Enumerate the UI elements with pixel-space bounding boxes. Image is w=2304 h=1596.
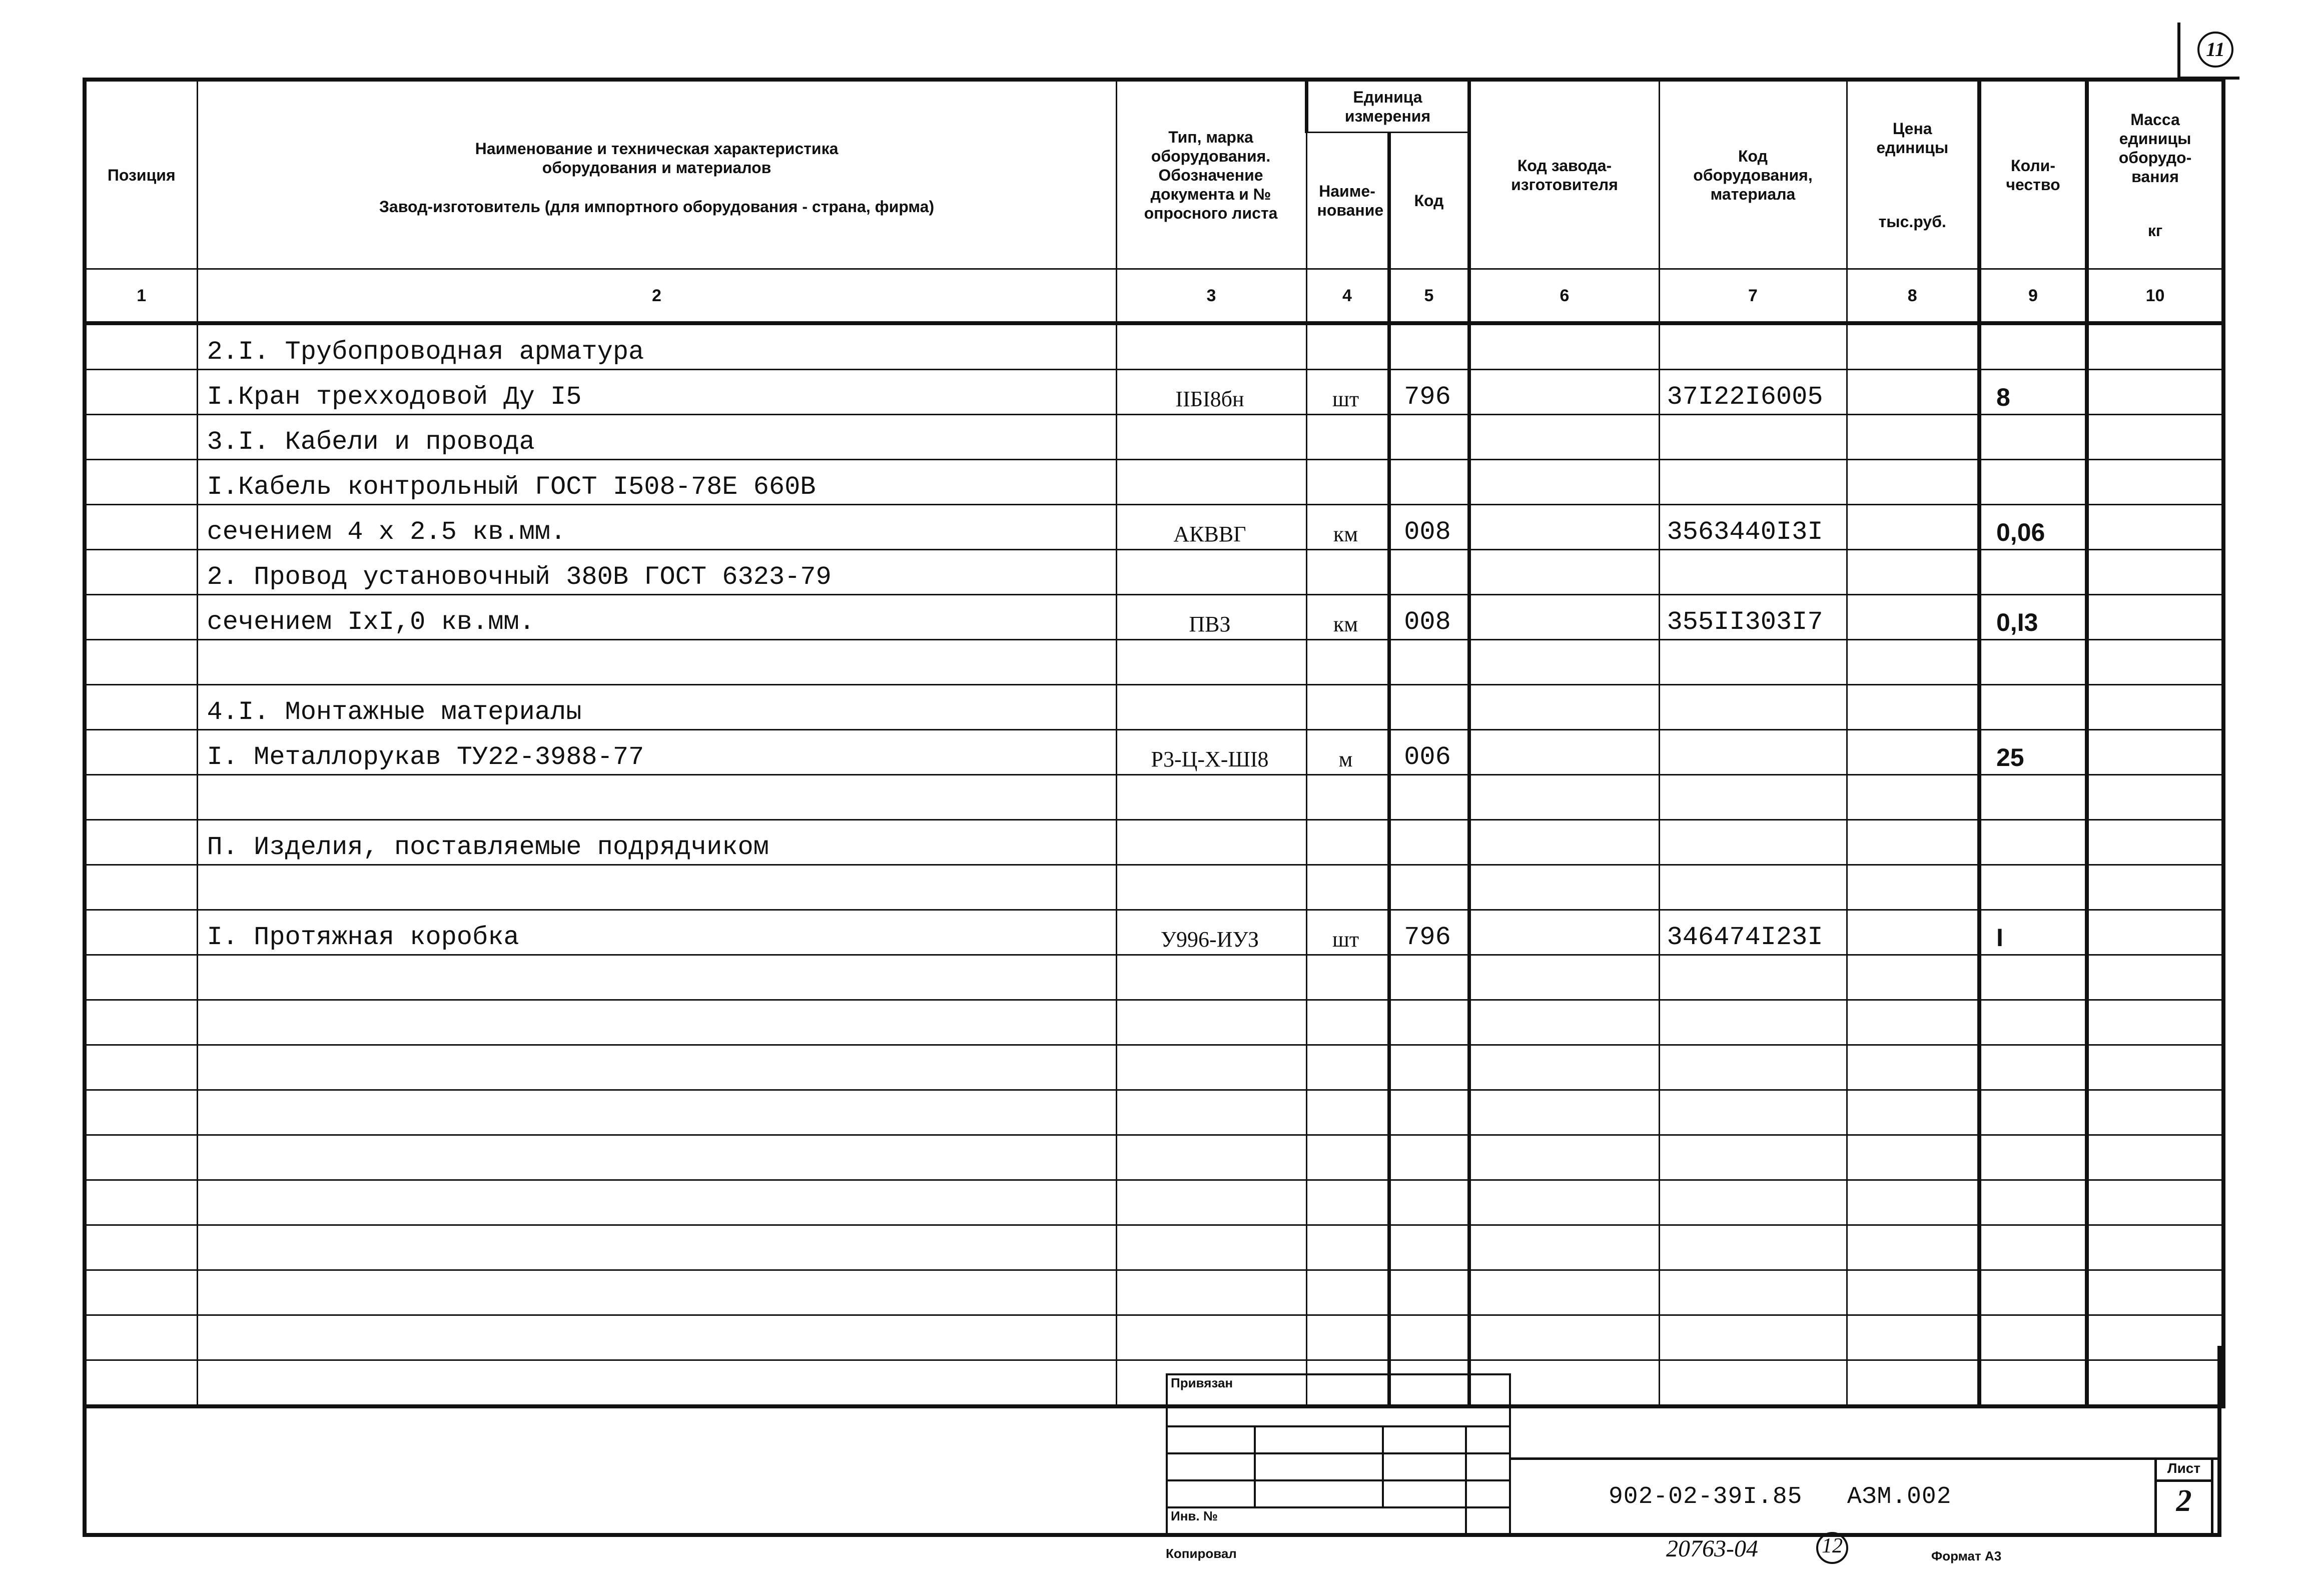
unit-cell (1306, 1090, 1389, 1135)
mass-cell (2087, 1090, 2223, 1135)
mass-cell (2087, 865, 2223, 910)
unit-code-cell: 008 (1389, 595, 1469, 640)
column-number: 8 (1847, 269, 1979, 324)
column-number: 2 (197, 269, 1116, 324)
table-row (85, 550, 2223, 595)
price-cell (1847, 370, 1979, 415)
qty-cell (1979, 955, 2087, 1000)
price-cell (1847, 1180, 1979, 1225)
header-price-label: Цена единицы (1876, 119, 1949, 157)
header-type: Тип, марка оборудования. Обозначение документа и № опросного листа (1116, 80, 1306, 269)
unit-code-cell (1389, 1000, 1469, 1045)
sheet-label: Лист (2157, 1457, 2211, 1482)
name-cell (197, 775, 1116, 820)
stamp-cell (1466, 1453, 1510, 1480)
qty-cell (1979, 865, 2087, 910)
header-name-line1: Наименование и техническая характеристика (475, 139, 839, 158)
unit-cell (1306, 865, 1389, 910)
column-number: 7 (1659, 269, 1847, 324)
price-cell (1847, 820, 1979, 865)
plant-code-cell (1469, 685, 1659, 730)
table-row (85, 1135, 2223, 1180)
name-cell: П. Изделия, поставляемые подрядчиком (197, 820, 1116, 865)
approval-stamp (1166, 1373, 1511, 1535)
table-row (85, 955, 2223, 1000)
position-cell (85, 820, 197, 865)
equipment-code-cell: 346474I23I (1659, 910, 1847, 955)
price-cell (1847, 1135, 1979, 1180)
type-cell (1116, 1270, 1306, 1315)
header-equipment-code: Код оборудования, материала (1659, 80, 1847, 269)
name-cell: 4.I. Монтажные материалы (197, 685, 1116, 730)
unit-code-cell (1389, 820, 1469, 865)
position-cell (85, 955, 197, 1000)
position-cell (85, 865, 197, 910)
stamp-cell (1167, 1426, 1255, 1453)
archive-number: 20763-04 (1666, 1535, 1758, 1562)
price-cell (1847, 505, 1979, 550)
stamp-cell (1255, 1426, 1383, 1453)
unit-code-cell (1389, 775, 1469, 820)
plant-code-cell (1469, 1000, 1659, 1045)
mass-cell (2087, 1180, 2223, 1225)
header-price-unit: тыс.руб. (1878, 212, 1946, 231)
position-cell (85, 1135, 197, 1180)
type-cell (1116, 1225, 1306, 1270)
type-cell (1116, 775, 1306, 820)
table-row (85, 595, 2223, 640)
unit-cell (1306, 775, 1389, 820)
name-cell (197, 865, 1116, 910)
type-cell (1116, 820, 1306, 865)
position-cell (85, 370, 197, 415)
column-number: 9 (1979, 269, 2087, 324)
plant-code-cell (1469, 730, 1659, 775)
equipment-code-cell (1659, 685, 1847, 730)
type-cell: АКВВГ (1116, 505, 1306, 550)
plant-code-cell (1469, 820, 1659, 865)
position-cell (85, 550, 197, 595)
type-cell (1116, 1045, 1306, 1090)
plant-code-cell (1469, 1225, 1659, 1270)
name-cell (197, 1270, 1116, 1315)
price-cell (1847, 1225, 1979, 1270)
position-cell (85, 595, 197, 640)
header-mass (2087, 80, 2223, 269)
table-row (85, 460, 2223, 505)
equipment-code-cell (1659, 865, 1847, 910)
table-row (85, 1180, 2223, 1225)
position-cell (85, 323, 197, 370)
position-cell (85, 1045, 197, 1090)
header-position: Позиция (85, 80, 197, 269)
qty-cell (1979, 1090, 2087, 1135)
position-cell (85, 1000, 197, 1045)
table-row (85, 415, 2223, 460)
qty-cell: 8 (1979, 370, 2087, 415)
equipment-code-cell (1659, 775, 1847, 820)
stamp-applied: Привязан (1167, 1374, 1510, 1426)
equipment-code-cell (1659, 1270, 1847, 1315)
equipment-code-cell (1659, 415, 1847, 460)
mass-cell (2087, 1270, 2223, 1315)
type-cell (1116, 1090, 1306, 1135)
qty-cell (1979, 1000, 2087, 1045)
table-row (85, 820, 2223, 865)
price-cell (1847, 460, 1979, 505)
qty-cell (1979, 1225, 2087, 1270)
position-cell (85, 415, 197, 460)
qty-cell: 0,I3 (1979, 595, 2087, 640)
unit-code-cell (1389, 640, 1469, 685)
stamp-cell (1466, 1480, 1510, 1507)
name-cell: сечением 4 x 2.5 кв.мм. (197, 505, 1116, 550)
unit-cell (1306, 820, 1389, 865)
price-cell (1847, 1000, 1979, 1045)
header-name-line2: оборудования и материалов (542, 158, 772, 177)
unit-cell (1306, 323, 1389, 370)
price-cell (1847, 865, 1979, 910)
name-cell (197, 1045, 1116, 1090)
copied-label: Копировал (1166, 1546, 1237, 1561)
unit-code-cell: 008 (1389, 505, 1469, 550)
table-row (85, 505, 2223, 550)
header-unit-group: Единица измерения (1306, 80, 1469, 133)
unit-cell (1306, 1135, 1389, 1180)
qty-cell (1979, 460, 2087, 505)
table-row (85, 775, 2223, 820)
type-cell (1116, 685, 1306, 730)
unit-cell (1306, 1000, 1389, 1045)
equipment-code-cell (1659, 640, 1847, 685)
name-cell: сечением IxI,0 кв.мм. (197, 595, 1116, 640)
type-cell: У996-ИУЗ (1116, 910, 1306, 955)
type-cell (1116, 323, 1306, 370)
unit-code-cell (1389, 1225, 1469, 1270)
position-cell (85, 910, 197, 955)
position-cell (85, 505, 197, 550)
name-cell: I. Протяжная коробка (197, 910, 1116, 955)
column-number: 10 (2087, 269, 2223, 324)
sheet-box (2154, 1457, 2213, 1537)
mass-cell (2087, 595, 2223, 640)
equipment-code-cell (1659, 1180, 1847, 1225)
plant-code-cell (1469, 640, 1659, 685)
price-cell (1847, 1045, 1979, 1090)
unit-code-cell (1389, 550, 1469, 595)
stamp-cell (1167, 1453, 1255, 1480)
plant-code-cell (1469, 595, 1659, 640)
mass-cell (2087, 955, 2223, 1000)
name-cell (197, 1135, 1116, 1180)
unit-code-cell (1389, 415, 1469, 460)
qty-cell (1979, 550, 2087, 595)
equipment-code-cell (1659, 460, 1847, 505)
unit-code-cell (1389, 1090, 1469, 1135)
mass-cell (2087, 1000, 2223, 1045)
table-row (85, 640, 2223, 685)
unit-cell (1306, 415, 1389, 460)
mass-cell (2087, 685, 2223, 730)
plant-code-cell (1469, 370, 1659, 415)
type-cell (1116, 865, 1306, 910)
unit-cell (1306, 1045, 1389, 1090)
unit-code-cell (1389, 1180, 1469, 1225)
mass-cell (2087, 460, 2223, 505)
type-cell (1116, 550, 1306, 595)
plant-code-cell (1469, 1045, 1659, 1090)
stamp-cell (1255, 1453, 1383, 1480)
unit-code-cell (1389, 323, 1469, 370)
position-cell (85, 685, 197, 730)
mass-cell (2087, 775, 2223, 820)
table-row (85, 865, 2223, 910)
unit-code-cell (1389, 955, 1469, 1000)
position-cell (85, 1225, 197, 1270)
equipment-code-cell (1659, 1090, 1847, 1135)
header-qty: Коли-чество (1979, 80, 2087, 269)
price-cell (1847, 1090, 1979, 1135)
unit-cell (1306, 1225, 1389, 1270)
position-cell (85, 730, 197, 775)
position-cell (85, 775, 197, 820)
equipment-code-cell: 355II303I7 (1659, 595, 1847, 640)
header-mass-unit: кг (2147, 221, 2163, 240)
qty-cell (1979, 820, 2087, 865)
type-cell: Р3-Ц-Х-ШI8 (1116, 730, 1306, 775)
mass-cell (2087, 505, 2223, 550)
position-cell (85, 640, 197, 685)
unit-cell (1306, 955, 1389, 1000)
equipment-code-cell (1659, 1000, 1847, 1045)
unit-cell (1306, 640, 1389, 685)
name-cell (197, 1225, 1116, 1270)
name-cell: I.Кран трехходовой Ду I5 (197, 370, 1116, 415)
price-cell (1847, 640, 1979, 685)
unit-code-cell (1389, 865, 1469, 910)
unit-code-cell (1389, 1045, 1469, 1090)
unit-cell: шт (1306, 370, 1389, 415)
name-cell (197, 640, 1116, 685)
plant-code-cell (1469, 1180, 1659, 1225)
unit-code-cell (1389, 460, 1469, 505)
stamp-cell (1383, 1426, 1466, 1453)
qty-cell: 25 (1979, 730, 2087, 775)
plant-code-cell (1469, 505, 1659, 550)
mass-cell (2087, 820, 2223, 865)
plant-code-cell (1469, 415, 1659, 460)
mass-cell (2087, 640, 2223, 685)
plant-code-cell (1469, 775, 1659, 820)
column-number: 3 (1116, 269, 1306, 324)
table-row (85, 370, 2223, 415)
name-cell (197, 1090, 1116, 1135)
stamp-cell (1167, 1480, 1255, 1507)
archive-sheet: 12 (1816, 1532, 1848, 1564)
sheet-value: 2 (2176, 1484, 2192, 1518)
equipment-code-cell (1659, 550, 1847, 595)
price-cell (1847, 775, 1979, 820)
unit-cell: м (1306, 730, 1389, 775)
type-cell: IIБI8бн (1116, 370, 1306, 415)
unit-cell: шт (1306, 910, 1389, 955)
qty-cell (1979, 1180, 2087, 1225)
table-row (85, 1270, 2223, 1315)
equipment-code-cell: 37I22I6005 (1659, 370, 1847, 415)
price-cell (1847, 730, 1979, 775)
position-cell (85, 460, 197, 505)
table-row (85, 685, 2223, 730)
price-cell (1847, 685, 1979, 730)
mass-cell (2087, 550, 2223, 595)
stamp-inventory: Инв. № (1167, 1507, 1466, 1534)
qty-cell (1979, 1270, 2087, 1315)
price-cell (1847, 550, 1979, 595)
name-cell: I.Кабель контрольный ГОСТ I508-78Е 660В (197, 460, 1116, 505)
plant-code-cell (1469, 1135, 1659, 1180)
header-unit-name: Наиме-нование (1306, 133, 1389, 269)
header-plant-code: Код завода-изготовителя (1469, 80, 1659, 269)
mass-cell (2087, 1045, 2223, 1090)
qty-cell (1979, 640, 2087, 685)
table-row (85, 1225, 2223, 1270)
price-cell (1847, 1270, 1979, 1315)
stamp-cell (1383, 1453, 1466, 1480)
stamp-cell (1466, 1507, 1510, 1534)
mass-cell (2087, 910, 2223, 955)
equipment-code-cell (1659, 1045, 1847, 1090)
price-cell (1847, 323, 1979, 370)
name-cell: 2.I. Трубопроводная арматура (197, 323, 1116, 370)
stamp-cell (1383, 1480, 1466, 1507)
price-cell (1847, 910, 1979, 955)
type-cell (1116, 415, 1306, 460)
unit-cell (1306, 460, 1389, 505)
mass-cell (2087, 370, 2223, 415)
document-code: 902-02-39I.85 АЗМ.002 (1609, 1483, 1952, 1510)
table-row (85, 1045, 2223, 1090)
equipment-code-cell (1659, 1135, 1847, 1180)
name-cell: 3.I. Кабели и провода (197, 415, 1116, 460)
type-cell (1116, 1180, 1306, 1225)
plant-code-cell (1469, 460, 1659, 505)
header-price (1847, 80, 1979, 269)
page-number: 11 (2197, 32, 2233, 68)
equipment-code-cell: 3563440I3I (1659, 505, 1847, 550)
plant-code-cell (1469, 1270, 1659, 1315)
column-number: 1 (85, 269, 197, 324)
mass-cell (2087, 415, 2223, 460)
plant-code-cell (1469, 955, 1659, 1000)
unit-code-cell (1389, 1135, 1469, 1180)
type-cell (1116, 955, 1306, 1000)
position-cell (85, 1090, 197, 1135)
table-row (85, 1000, 2223, 1045)
position-cell (85, 1180, 197, 1225)
qty-cell (1979, 1045, 2087, 1090)
price-cell (1847, 955, 1979, 1000)
stamp-cell (1466, 1426, 1510, 1453)
type-cell (1116, 640, 1306, 685)
mass-cell (2087, 730, 2223, 775)
unit-code-cell: 796 (1389, 370, 1469, 415)
header-mass-label: Масса единицы оборудо-вания (2118, 110, 2192, 186)
stamp-cell (1255, 1480, 1383, 1507)
type-cell (1116, 1135, 1306, 1180)
name-cell: I. Металлорукав ТУ22-3988-77 (197, 730, 1116, 775)
column-number: 4 (1306, 269, 1389, 324)
mass-cell (2087, 1135, 2223, 1180)
unit-code-cell (1389, 685, 1469, 730)
unit-cell: км (1306, 505, 1389, 550)
price-cell (1847, 415, 1979, 460)
header-name (197, 80, 1116, 269)
name-cell (197, 955, 1116, 1000)
unit-cell (1306, 685, 1389, 730)
qty-cell (1979, 685, 2087, 730)
unit-cell (1306, 1180, 1389, 1225)
name-cell: 2. Провод установочный 380В ГОСТ 6323-79 (197, 550, 1116, 595)
equipment-code-cell (1659, 730, 1847, 775)
unit-code-cell: 006 (1389, 730, 1469, 775)
table-row (85, 323, 2223, 370)
column-number: 6 (1469, 269, 1659, 324)
name-cell (197, 1180, 1116, 1225)
table-row (85, 1090, 2223, 1135)
type-cell (1116, 460, 1306, 505)
mass-cell (2087, 323, 2223, 370)
header-unit-code: Код (1389, 133, 1469, 269)
qty-cell (1979, 775, 2087, 820)
name-cell (197, 1000, 1116, 1045)
qty-cell (1979, 415, 2087, 460)
header-name-line3: Завод-изготовитель (для импортного оборудования - страна, фирма) (379, 197, 935, 216)
table-row (85, 730, 2223, 775)
qty-cell: I (1979, 910, 2087, 955)
price-cell (1847, 595, 1979, 640)
plant-code-cell (1469, 323, 1659, 370)
unit-cell: км (1306, 595, 1389, 640)
unit-cell (1306, 550, 1389, 595)
plant-code-cell (1469, 1090, 1659, 1135)
unit-cell (1306, 1270, 1389, 1315)
plant-code-cell (1469, 550, 1659, 595)
type-cell: ПВЗ (1116, 595, 1306, 640)
unit-code-cell: 796 (1389, 910, 1469, 955)
equipment-code-cell (1659, 1225, 1847, 1270)
equipment-code-cell (1659, 820, 1847, 865)
position-cell (85, 1270, 197, 1315)
sheet-number-box (2177, 23, 2239, 80)
format-label: Формат А3 (1931, 1548, 2002, 1563)
qty-cell: 0,06 (1979, 505, 2087, 550)
qty-cell (1979, 323, 2087, 370)
plant-code-cell (1469, 865, 1659, 910)
type-cell (1116, 1000, 1306, 1045)
table-row (85, 910, 2223, 955)
mass-cell (2087, 1225, 2223, 1270)
specification-table (83, 78, 2225, 1408)
equipment-code-cell (1659, 323, 1847, 370)
column-number: 5 (1389, 269, 1469, 324)
qty-cell (1979, 1135, 2087, 1180)
plant-code-cell (1469, 910, 1659, 955)
equipment-code-cell (1659, 955, 1847, 1000)
unit-code-cell (1389, 1270, 1469, 1315)
